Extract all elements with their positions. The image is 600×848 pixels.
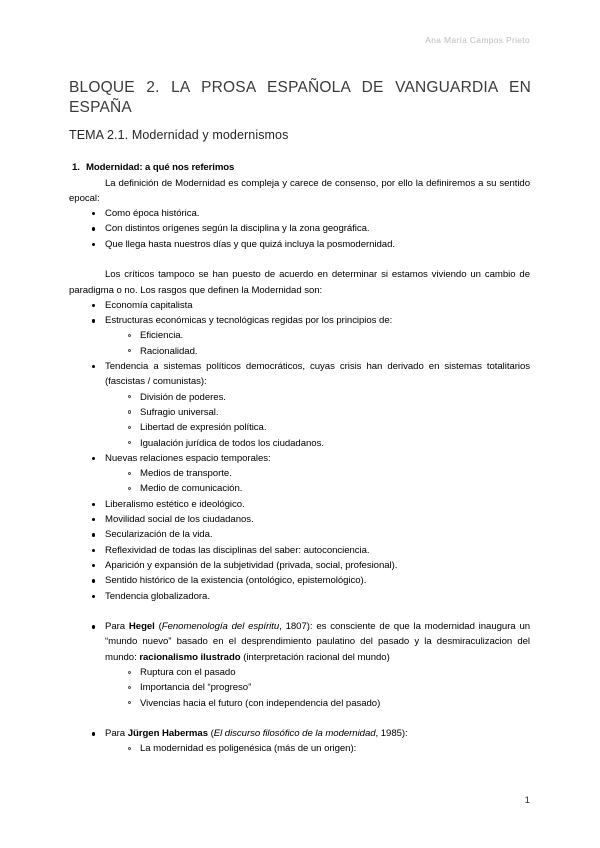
hegel-year: , 1807): [279,621,317,633]
list-item: Tendencia a sistemas políticos democráticos, cuyas crisis han derivado en sistemas totalitarios (fascistas / comunistas): [0,359,600,390]
list-item: Nuevas relaciones espacio temporales: [0,451,600,466]
paragraph-spacer [0,252,600,267]
sublist-principios [0,328,600,359]
list-item: La modernidad es poligenésica (más de un origen): [0,741,600,756]
paragraph-criticos: Los críticos tampoco se han puesto de acuerdo en determinar si estamos viviendo un cambio de paradigma o no. Los rasgos que definen la Modernidad son: [69,269,530,296]
habermas-work-title: El discurso filosófico de la modernidad [213,728,376,740]
paragraph-definicion: La definición de Modernidad es compleja y carece de consenso, por ello la definiremos a su sentido epocal: [69,177,530,204]
hegel-open-paren: ( [154,621,162,633]
list-item: Igualación jurídica de todos los ciudadanos. [0,436,600,451]
paragraph-spacer [0,604,600,619]
page-number: 1 [524,795,530,806]
habermas-author: Jürgen Habermas [127,728,208,740]
list-item: Economía capitalista [0,298,600,313]
habermas-lead: Para [105,728,128,740]
author-byline: Ana María Campos Prieto [425,35,530,45]
list-item: Como época histórica. [0,206,600,221]
sublist-hegel [0,665,600,711]
list-item: Eficiencia. [0,328,600,343]
habermas-open-paren: ( [207,728,214,740]
list-item: División de poderes. [0,390,600,405]
list-item: Medio de comunicación. [0,481,600,496]
sublist-sistemas-politicos [0,390,600,451]
list-item-hegel [0,619,600,665]
hegel-work-title: Fenomenología del espíritu [161,621,280,633]
list-item: Sentido histórico de la existencia (ontológico, epistemológico). [0,573,600,588]
list-rasgos-modernidad [0,298,600,604]
list-item1-bullets [0,206,600,252]
hegel-author: Hegel [128,621,155,633]
list-item: Medios de transporte. [0,466,600,481]
list-item: Libertad de expresión política. [0,420,600,435]
list-item: Con distintos orígenes según la disciplina y la zona geográfica. [0,221,600,236]
list-habermas [0,726,600,741]
sublist-habermas [0,741,600,756]
list-item: Movilidad social de los ciudadanos. [0,512,600,527]
list-item: Sufragio universal. [0,405,600,420]
hegel-emphasis: racionalismo ilustrado [139,651,241,663]
list-item: Tendencia globalizadora. [0,589,600,604]
list-item: Liberalismo estético e ideológico. [0,497,600,512]
list-item-habermas [0,726,600,741]
numbered-heading-1 [0,160,600,176]
section-subtitle: TEMA 2.1. Modernidad y modernismos [69,128,289,142]
list-item: Racionalidad. [0,344,600,359]
list-item: Ruptura con el pasado [0,665,600,680]
sublist-espacio-temporales [0,466,600,497]
hegel-lead: Para [105,621,129,633]
heading-text: Modernidad: a qué nos referimos [86,162,235,173]
list-item: Vivencias hacia el futuro (con independencia del pasado) [0,696,600,711]
document-body [0,160,600,757]
list-item: Aparición y expansión de la subjetividad (privada, social, profesional). [0,558,600,573]
heading-number: 1. [72,162,80,173]
list-hegel [0,619,600,665]
paragraph-spacer [0,711,600,726]
habermas-year: , 1985): [375,728,408,740]
list-item: Secularización de la vida. [0,527,600,542]
list-item: Estructuras económicas y tecnológicas regidas por los principios de: [0,313,600,328]
list-item: Reflexividad de todas las disciplinas del saber: autoconciencia. [0,543,600,558]
hegel-body-part-1: es consciente de que la modernidad inaugura un “mundo nuevo” basado en el desprendimiento paulatino del pasado y la desmiraculizacion del mundo: [105,621,531,663]
page-title: BLOQUE 2. LA PROSA ESPAÑOLA DE VANGUARDIA EN ESPAÑA [69,79,531,116]
list-item: Importancia del “progreso” [0,680,600,695]
list-item: Que llega hasta nuestros días y que quizá incluya la posmodernidad. [0,237,600,252]
hegel-body-part-2: (interpretación racional del mundo) [240,651,390,663]
